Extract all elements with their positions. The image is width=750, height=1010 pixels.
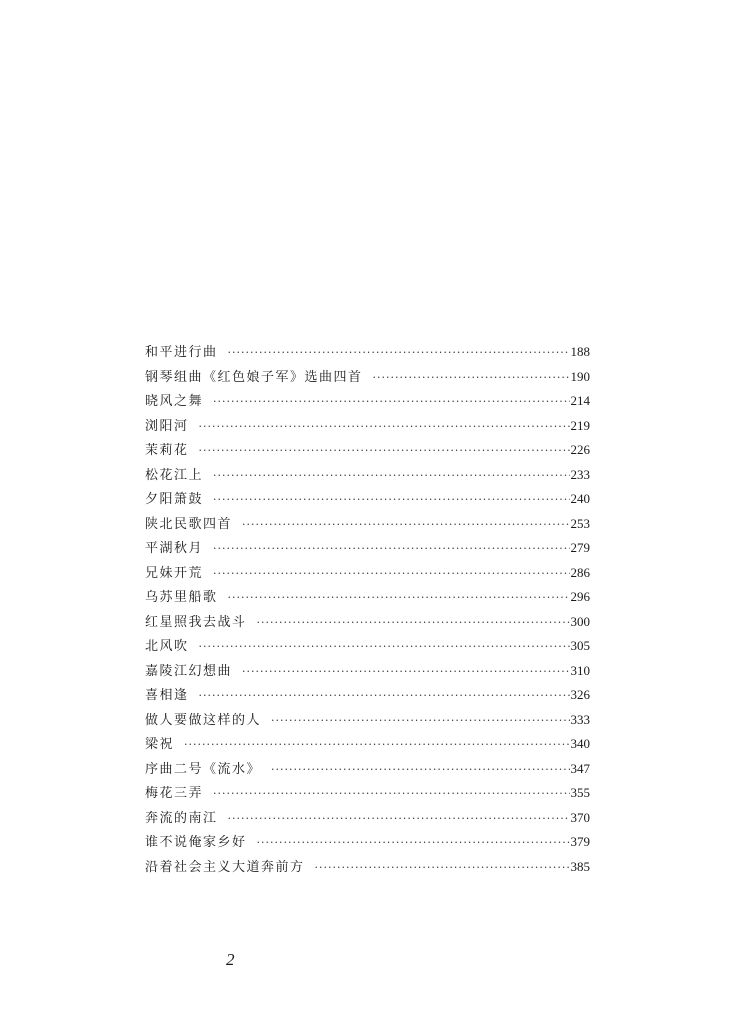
- toc-entry-page: 340: [570, 736, 590, 751]
- toc-entry[interactable]: [145, 487, 590, 512]
- toc-entry-page: 279: [570, 540, 590, 555]
- toc-entry-title: 嘉陵江幻想曲: [145, 663, 233, 679]
- toc-entry-page: 188: [570, 344, 590, 359]
- dot-leader: [257, 831, 570, 856]
- dot-leader: [213, 488, 569, 513]
- dot-leader: [228, 586, 570, 611]
- toc-entry[interactable]: [145, 806, 590, 831]
- dot-leader: [228, 341, 570, 366]
- toc-entry-title: 梁祝: [145, 737, 175, 752]
- toc-entry-title: 钢琴组曲《红色娘子军》选曲四首: [145, 369, 363, 385]
- toc-entry[interactable]: [145, 463, 590, 488]
- toc-entry[interactable]: [145, 757, 590, 782]
- toc-entry-title: 晓风之舞: [145, 394, 204, 409]
- toc-entry-page: 300: [570, 613, 590, 629]
- toc-entry[interactable]: [145, 610, 590, 635]
- toc-entry-page: 379: [570, 834, 590, 849]
- toc-entry-title: 茉莉花: [145, 443, 189, 458]
- toc-entry-title: 和平进行曲: [145, 345, 218, 360]
- toc-entry-page: 385: [570, 858, 590, 874]
- toc-entry-title: 做人要做这样的人: [145, 712, 262, 728]
- dot-leader: [199, 415, 570, 440]
- toc-entry[interactable]: [145, 585, 590, 610]
- dot-leader: [271, 758, 569, 783]
- toc-entry-page: 214: [570, 393, 590, 408]
- toc-entry-title: 序曲二号《流水》: [145, 761, 262, 777]
- table-of-contents: [145, 340, 590, 879]
- dot-leader: [213, 562, 569, 587]
- toc-entry-title: 北风吹: [145, 639, 189, 654]
- dot-leader: [271, 709, 569, 734]
- toc-entry-page: 370: [570, 809, 590, 825]
- dot-leader: [257, 611, 570, 636]
- toc-entry[interactable]: [145, 340, 590, 365]
- toc-entry[interactable]: [145, 536, 590, 561]
- toc-entry[interactable]: [145, 781, 590, 806]
- toc-entry-page: 219: [570, 417, 590, 433]
- toc-entry[interactable]: [145, 561, 590, 586]
- dot-leader: [213, 390, 569, 415]
- dot-leader: [228, 807, 570, 832]
- dot-leader: [199, 635, 570, 660]
- toc-entry-title: 乌苏里船歌: [145, 590, 218, 605]
- toc-entry[interactable]: [145, 512, 590, 537]
- toc-entry[interactable]: [145, 634, 590, 659]
- dot-leader: [199, 684, 570, 709]
- toc-entry[interactable]: [145, 365, 590, 390]
- toc-entry-page: 355: [570, 785, 590, 800]
- toc-entry-page: 310: [570, 662, 590, 678]
- toc-entry-title: 陕北民歌四首: [145, 516, 233, 532]
- toc-entry-page: 286: [570, 564, 590, 580]
- toc-entry-title: 平湖秋月: [145, 541, 204, 556]
- toc-entry-page: 347: [570, 760, 590, 776]
- toc-entry-page: 296: [570, 589, 590, 604]
- page-number: 2: [226, 950, 235, 969]
- dot-leader: [213, 782, 569, 807]
- toc-entry[interactable]: [145, 438, 590, 463]
- toc-entry[interactable]: [145, 659, 590, 684]
- toc-entry-page: 253: [570, 515, 590, 531]
- dot-leader: [213, 537, 569, 562]
- dot-leader: [242, 513, 569, 538]
- dot-leader: [315, 856, 570, 881]
- toc-entry[interactable]: [145, 389, 590, 414]
- toc-entry-page: 226: [570, 442, 590, 457]
- toc-entry[interactable]: [145, 732, 590, 757]
- toc-entry[interactable]: [145, 830, 590, 855]
- toc-entry-title: 梅花三弄: [145, 786, 204, 801]
- toc-entry-page: 233: [570, 466, 590, 482]
- toc-entry-title: 喜相逢: [145, 688, 189, 703]
- toc-entry-page: 240: [570, 491, 590, 506]
- dot-leader: [184, 733, 569, 758]
- toc-entry-title: 夕阳箫鼓: [145, 492, 204, 507]
- toc-entry-page: 190: [570, 368, 590, 384]
- toc-entry-title: 红星照我去战斗: [145, 614, 247, 630]
- toc-entry-page: 333: [570, 711, 590, 727]
- dot-leader: [373, 366, 570, 391]
- toc-entry[interactable]: [145, 708, 590, 733]
- toc-entry[interactable]: [145, 414, 590, 439]
- toc-entry-title: 奔流的南江: [145, 810, 218, 826]
- toc-entry-title: 谁不说俺家乡好: [145, 835, 247, 850]
- toc-entry-title: 沿着社会主义大道奔前方: [145, 859, 305, 875]
- toc-entry-title: 松花江上: [145, 467, 204, 483]
- toc-entry-title: 浏阳河: [145, 418, 189, 434]
- toc-entry-title: 兄妹开荒: [145, 565, 204, 581]
- dot-leader: [199, 439, 570, 464]
- dot-leader: [213, 464, 569, 489]
- toc-entry-page: 326: [570, 687, 590, 702]
- toc-entry[interactable]: [145, 855, 590, 880]
- toc-entry[interactable]: [145, 683, 590, 708]
- toc-entry-page: 305: [570, 638, 590, 653]
- dot-leader: [242, 660, 569, 685]
